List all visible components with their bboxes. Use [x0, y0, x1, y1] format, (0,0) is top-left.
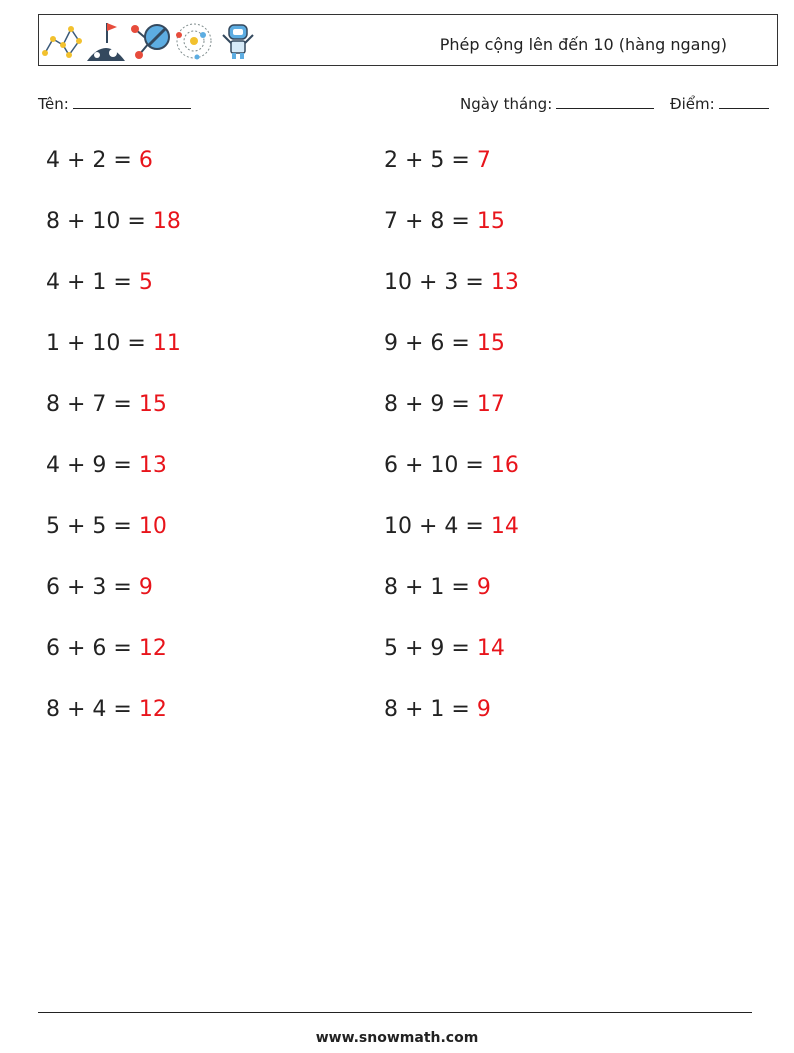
problem-left-3 [46, 270, 153, 295]
problem-question: 5 + 5 = [46, 514, 139, 539]
problem-right-4 [384, 331, 505, 356]
name-field[interactable] [38, 94, 191, 113]
problem-answer: 13 [138, 453, 167, 478]
satellite-icon [129, 19, 171, 63]
problem-question: 6 + 6 = [46, 636, 139, 661]
problem-question: 8 + 1 = [384, 697, 477, 722]
problem-question: 6 + 10 = [384, 453, 491, 478]
problem-answer: 12 [138, 697, 167, 722]
problem-answer: 10 [138, 514, 167, 539]
problem-answer: 16 [490, 453, 519, 478]
problem-left-6 [46, 453, 167, 478]
problem-left-10 [46, 697, 167, 722]
problem-answer: 9 [138, 575, 153, 600]
problem-question: 5 + 9 = [384, 636, 477, 661]
problem-right-7 [384, 514, 519, 539]
date-blank[interactable] [556, 94, 654, 109]
problem-answer: 14 [490, 514, 519, 539]
footer-url: www.snowmath.com [315, 1030, 479, 1046]
problem-question: 4 + 9 = [46, 453, 139, 478]
problem-left-4 [46, 331, 181, 356]
problem-left-1 [46, 148, 153, 173]
problem-question: 4 + 2 = [46, 148, 139, 173]
header-box [38, 14, 778, 66]
name-blank[interactable] [73, 94, 191, 109]
problem-answer: 15 [138, 392, 167, 417]
problem-answer: 17 [476, 392, 505, 417]
problem-answer: 6 [138, 148, 153, 173]
problem-answer: 15 [476, 209, 505, 234]
problem-answer: 11 [152, 331, 181, 356]
problem-right-5 [384, 392, 505, 417]
problem-right-2 [384, 209, 505, 234]
constellation-icon [41, 19, 83, 63]
footer-divider [38, 1012, 752, 1013]
problem-question: 10 + 3 = [384, 270, 491, 295]
problem-left-2 [46, 209, 181, 234]
problem-right-8 [384, 575, 491, 600]
problem-question: 8 + 4 = [46, 697, 139, 722]
problem-question: 10 + 4 = [384, 514, 491, 539]
problem-answer: 13 [490, 270, 519, 295]
problem-answer: 7 [476, 148, 491, 173]
problem-question: 1 + 10 = [46, 331, 153, 356]
problem-question: 8 + 1 = [384, 575, 477, 600]
problem-answer: 12 [138, 636, 167, 661]
problem-answer: 9 [476, 697, 491, 722]
problem-question: 8 + 10 = [46, 209, 153, 234]
worksheet-title: Phép cộng lên đến 10 (hàng ngang) [439, 35, 727, 54]
date-label: Ngày tháng: [460, 95, 553, 113]
header-icons [41, 19, 259, 63]
solar-system-icon [173, 19, 215, 63]
problem-question: 9 + 6 = [384, 331, 477, 356]
problem-right-1 [384, 148, 491, 173]
problem-left-5 [46, 392, 167, 417]
problem-answer: 14 [476, 636, 505, 661]
score-label: Điểm: [670, 95, 715, 113]
problem-question: 2 + 5 = [384, 148, 477, 173]
problem-left-9 [46, 636, 167, 661]
problem-right-3 [384, 270, 519, 295]
score-field[interactable] [670, 94, 769, 113]
date-field[interactable] [460, 94, 654, 113]
problem-answer: 15 [476, 331, 505, 356]
problem-right-10 [384, 697, 491, 722]
problem-question: 8 + 7 = [46, 392, 139, 417]
problem-question: 7 + 8 = [384, 209, 477, 234]
name-label: Tên: [38, 95, 69, 113]
problem-answer: 9 [476, 575, 491, 600]
problem-question: 8 + 9 = [384, 392, 477, 417]
problem-answer: 5 [138, 270, 153, 295]
problem-question: 6 + 3 = [46, 575, 139, 600]
problem-question: 4 + 1 = [46, 270, 139, 295]
problem-right-9 [384, 636, 505, 661]
problem-left-8 [46, 575, 153, 600]
problem-right-6 [384, 453, 519, 478]
score-blank[interactable] [719, 94, 769, 109]
problem-answer: 18 [152, 209, 181, 234]
moon-flag-icon [85, 19, 127, 63]
robot-icon [217, 19, 259, 63]
problem-left-7 [46, 514, 167, 539]
